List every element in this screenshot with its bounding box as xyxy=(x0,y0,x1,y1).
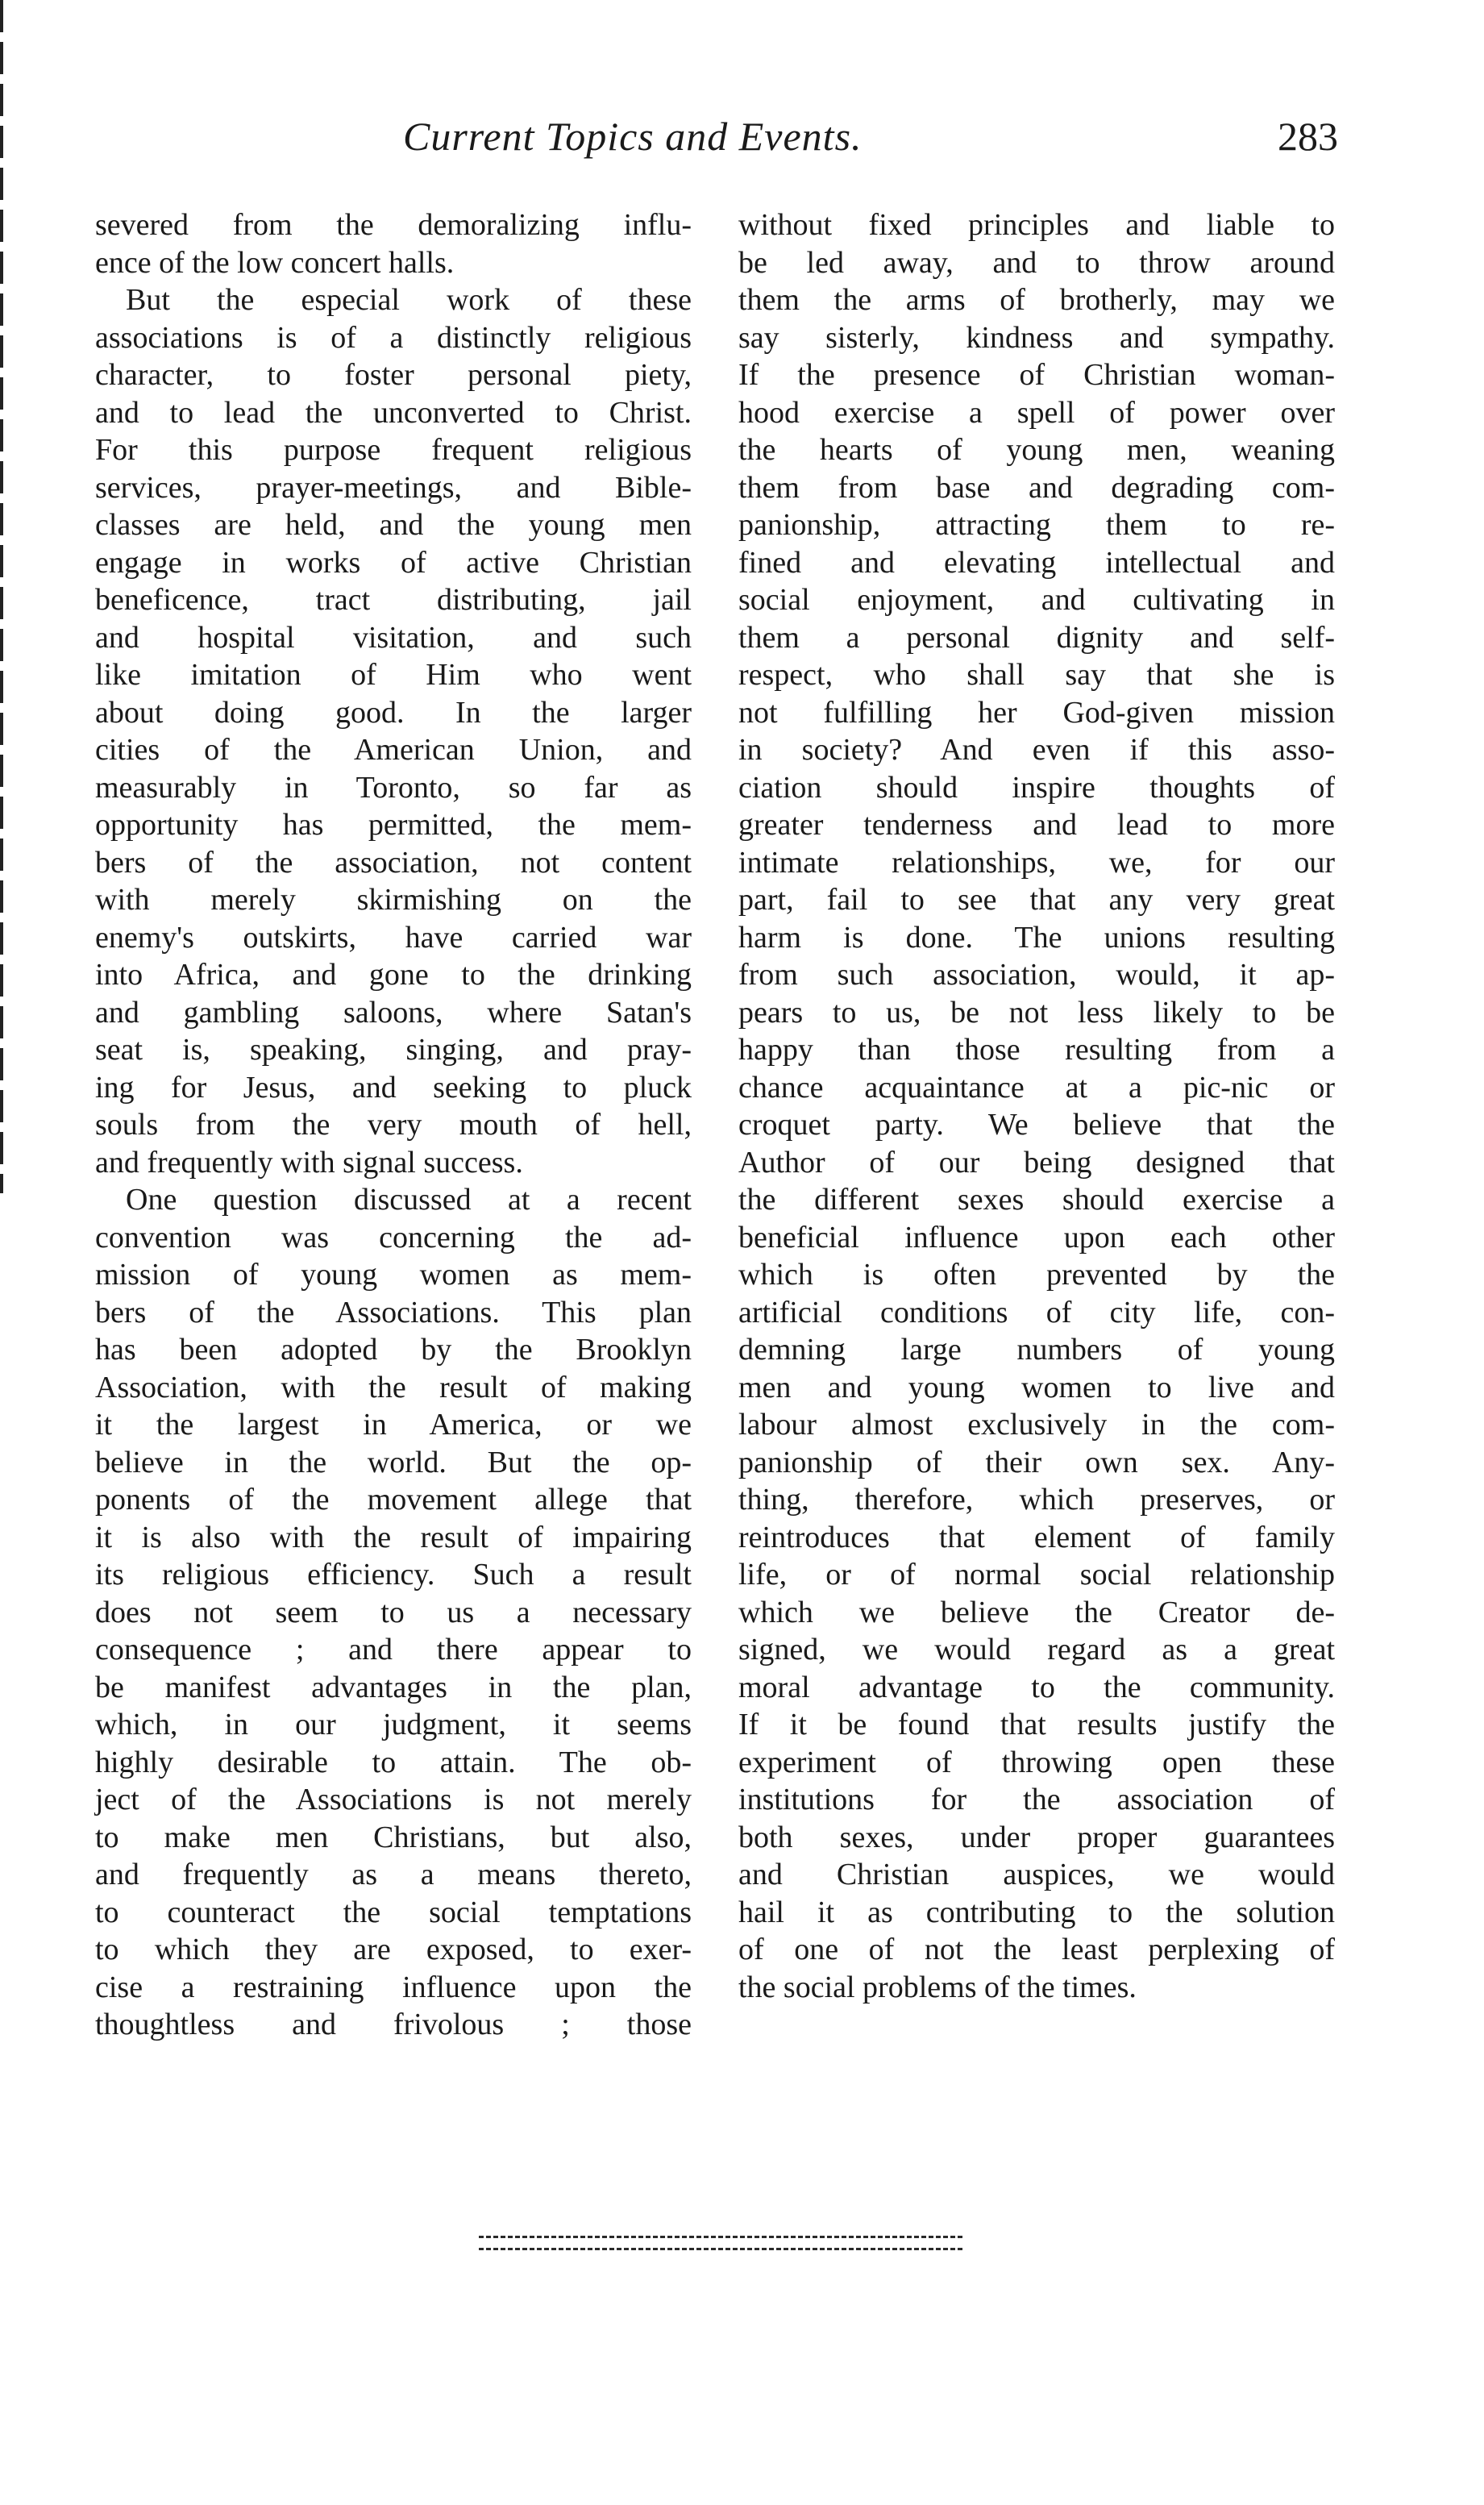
text-line: measurably in Toronto, so far as xyxy=(95,770,692,805)
text-line: beneficial influence upon each other xyxy=(738,1220,1335,1255)
text-line: happy than those resulting from a xyxy=(738,1033,1335,1067)
text-line: bers of the Associations. This plan xyxy=(95,1295,692,1329)
text-line: labour almost exclusively in the com- xyxy=(738,1408,1335,1442)
text-line: into Africa, and gone to the drinking xyxy=(95,958,692,992)
text-line: harm is done. The unions resulting xyxy=(738,920,1335,955)
left-text-column xyxy=(95,206,692,2044)
text-line: If it be found that results justify the xyxy=(738,1708,1335,1741)
text-line: of one of not the least perplexing of xyxy=(738,1933,1335,1966)
text-line: intimate relationships, we, for our xyxy=(738,845,1335,880)
text-line: and gambling saloons, where Satan's xyxy=(95,995,692,1030)
text-line: Association, with the result of making xyxy=(95,1370,692,1404)
text-line: panionship, attracting them to re- xyxy=(738,508,1335,542)
text-line: pears to us, be not less likely to be xyxy=(738,995,1335,1030)
text-line: One question discussed at a recent xyxy=(126,1183,692,1217)
text-line: without fixed principles and liable to xyxy=(738,208,1335,242)
text-line: Author of our being designed that xyxy=(738,1145,1335,1180)
text-line: both sexes, under proper guarantees xyxy=(738,1820,1335,1854)
running-title: Current Topics and Events. xyxy=(403,114,863,159)
text-line: reintroduces that element of family xyxy=(738,1520,1335,1554)
text-line: demning large numbers of young xyxy=(738,1333,1335,1367)
text-line: moral advantage to the community. xyxy=(738,1670,1335,1704)
text-line: ciation should inspire thoughts of xyxy=(738,770,1335,805)
text-line: be manifest advantages in the plan, xyxy=(95,1670,692,1704)
text-line: greater tenderness and lead to more xyxy=(738,808,1335,842)
rule-line xyxy=(479,2236,962,2238)
section-end-rule xyxy=(479,2236,962,2260)
text-line: thoughtless and frivolous ; those xyxy=(95,2008,692,2041)
text-line: institutions for the association of xyxy=(738,1783,1335,1816)
text-line: If the presence of Christian woman- xyxy=(738,358,1335,392)
text-line: ing for Jesus, and seeking to pluck xyxy=(95,1070,692,1105)
text-line: and to lead the unconverted to Christ. xyxy=(95,395,692,430)
text-line: about doing good. In the larger xyxy=(95,695,692,730)
text-line: hail it as contributing to the solution xyxy=(738,1895,1335,1929)
text-line: character, to foster personal piety, xyxy=(95,358,692,392)
text-line: part, fail to see that any very great xyxy=(738,883,1335,917)
text-line: thing, therefore, which preserves, or xyxy=(738,1483,1335,1517)
rule-line xyxy=(479,2248,962,2250)
text-line: and Christian auspices, we would xyxy=(738,1858,1335,1891)
text-line: the hearts of young men, weaning xyxy=(738,433,1335,467)
text-line: life, or of normal social relationship xyxy=(738,1558,1335,1592)
text-line: beneficence, tract distributing, jail xyxy=(95,583,692,617)
text-line: in society? And even if this asso- xyxy=(738,733,1335,767)
text-line: them a personal dignity and self- xyxy=(738,620,1335,655)
text-line: them from base and degrading com- xyxy=(738,470,1335,505)
text-line: the different sexes should exercise a xyxy=(738,1183,1335,1217)
text-line: severed from the demoralizing influ- xyxy=(95,208,692,242)
text-line: with merely skirmishing on the xyxy=(95,883,692,917)
text-line: social enjoyment, and cultivating in xyxy=(738,583,1335,617)
text-line: signed, we would regard as a great xyxy=(738,1633,1335,1667)
text-line: to make men Christians, but also, xyxy=(95,1820,692,1854)
text-line: ence of the low concert halls. xyxy=(95,245,455,280)
text-line: seat is, speaking, singing, and pray- xyxy=(95,1033,692,1067)
text-line: croquet party. We believe that the xyxy=(738,1108,1335,1142)
page-number: 283 xyxy=(1278,114,1338,159)
text-line: and hospital visitation, and such xyxy=(95,620,692,655)
text-line: its religious efficiency. Such a result xyxy=(95,1558,692,1592)
running-head xyxy=(97,113,1338,169)
text-line: believe in the world. But the op- xyxy=(95,1445,692,1479)
text-line: which we believe the Creator de- xyxy=(738,1595,1335,1629)
text-line: from such association, would, it ap- xyxy=(738,958,1335,992)
page-binding-edge xyxy=(0,0,3,1193)
text-line: it is also with the result of impairing xyxy=(95,1520,692,1554)
text-line: men and young women to live and xyxy=(738,1370,1335,1404)
text-line: consequence ; and there appear to xyxy=(95,1633,692,1667)
text-line: chance acquaintance at a pic-nic or xyxy=(738,1070,1335,1105)
text-line: engage in works of active Christian xyxy=(95,545,692,580)
text-line: experiment of throwing open these xyxy=(738,1745,1335,1779)
text-line: services, prayer-meetings, and Bible- xyxy=(95,470,692,505)
text-line: mission of young women as mem- xyxy=(95,1258,692,1292)
text-line: respect, who shall say that she is xyxy=(738,658,1335,692)
text-line: does not seem to us a necessary xyxy=(95,1595,692,1629)
text-line: convention was concerning the ad- xyxy=(95,1220,692,1255)
right-text-column xyxy=(738,206,1335,2006)
text-line: artificial conditions of city life, con- xyxy=(738,1295,1335,1329)
text-line: opportunity has permitted, the mem- xyxy=(95,808,692,842)
text-line: the social problems of the times. xyxy=(738,1970,1137,2004)
text-line: bers of the association, not content xyxy=(95,845,692,880)
text-line: which is often prevented by the xyxy=(738,1258,1335,1292)
text-line: and frequently with signal success. xyxy=(95,1145,523,1180)
text-line: classes are held, and the young men xyxy=(95,508,692,542)
text-line: has been adopted by the Brooklyn xyxy=(95,1333,692,1367)
text-line: it the largest in America, or we xyxy=(95,1408,692,1442)
text-line: which, in our judgment, it seems xyxy=(95,1708,692,1741)
text-line: souls from the very mouth of hell, xyxy=(95,1108,692,1142)
text-line: cise a restraining influence upon the xyxy=(95,1970,692,2004)
text-line: like imitation of Him who went xyxy=(95,658,692,692)
text-line: enemy's outskirts, have carried war xyxy=(95,920,692,955)
text-line: panionship of their own sex. Any- xyxy=(738,1445,1335,1479)
text-line: highly desirable to attain. The ob- xyxy=(95,1745,692,1779)
text-line: ponents of the movement allege that xyxy=(95,1483,692,1517)
text-line: and frequently as a means thereto, xyxy=(95,1858,692,1891)
text-line: be led away, and to throw around xyxy=(738,245,1335,280)
text-line: to counteract the social temptations xyxy=(95,1895,692,1929)
text-line: to which they are exposed, to exer- xyxy=(95,1933,692,1966)
text-line: But the especial work of these xyxy=(126,283,692,317)
text-line: ject of the Associations is not merely xyxy=(95,1783,692,1816)
text-line: hood exercise a spell of power over xyxy=(738,395,1335,430)
text-line: not fulfilling her God-given mission xyxy=(738,695,1335,730)
text-line: cities of the American Union, and xyxy=(95,733,692,767)
text-line: fined and elevating intellectual and xyxy=(738,545,1335,580)
text-line: say sisterly, kindness and sympathy. xyxy=(738,320,1335,355)
text-line: associations is of a distinctly religious xyxy=(95,320,692,355)
text-line: them the arms of brotherly, may we xyxy=(738,283,1335,317)
text-line: For this purpose frequent religious xyxy=(95,433,692,467)
